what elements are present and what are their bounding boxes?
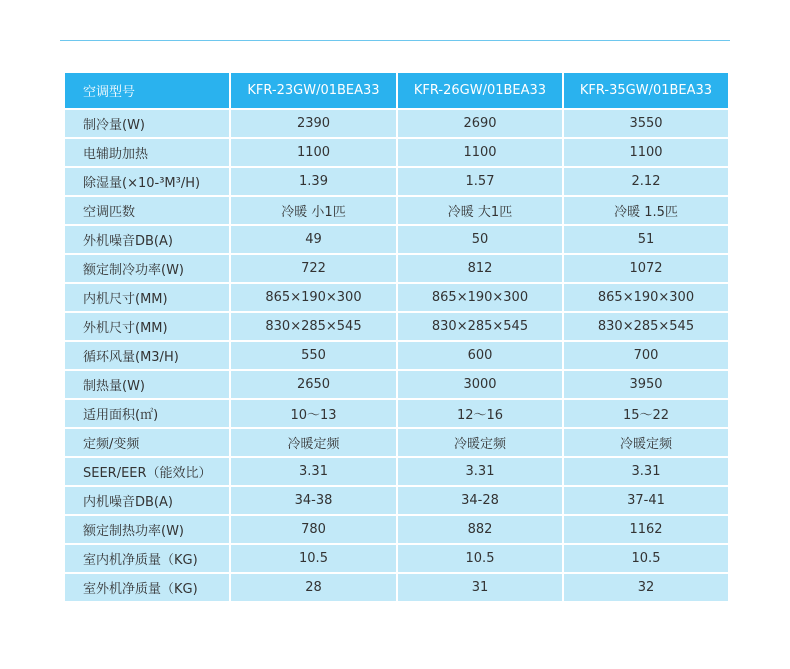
row-value: 882 — [397, 515, 563, 544]
table-row — [64, 109, 729, 138]
row-value: 1100 — [397, 138, 563, 167]
row-label: 除湿量(×10-³M³/H) — [64, 167, 230, 196]
row-value: 37-41 — [563, 486, 729, 515]
spec-table — [63, 71, 730, 603]
row-label: 适用面积(㎡) — [64, 399, 230, 428]
row-value: 600 — [397, 341, 563, 370]
row-value: 3.31 — [397, 457, 563, 486]
row-value: 28 — [230, 573, 397, 602]
row-value: 冷暖定频 — [563, 428, 729, 457]
header-cell-model-1: KFR-23GW/01BEA33 — [230, 72, 397, 109]
row-value: 1.57 — [397, 167, 563, 196]
row-value: 冷暖 1.5匹 — [563, 196, 729, 225]
row-value: 700 — [563, 341, 729, 370]
table-row — [64, 486, 729, 515]
row-value: 830×285×545 — [230, 312, 397, 341]
row-value: 812 — [397, 254, 563, 283]
row-label: 循环风量(M3/H) — [64, 341, 230, 370]
row-value: 865×190×300 — [230, 283, 397, 312]
row-value: 冷暖 大1匹 — [397, 196, 563, 225]
header-row — [64, 72, 729, 109]
table-row — [64, 138, 729, 167]
row-value: 3550 — [563, 109, 729, 138]
row-value: 冷暖 小1匹 — [230, 196, 397, 225]
row-value: 865×190×300 — [397, 283, 563, 312]
row-value: 3.31 — [230, 457, 397, 486]
row-label: 制热量(W) — [64, 370, 230, 399]
row-value: 3000 — [397, 370, 563, 399]
row-value: 10.5 — [563, 544, 729, 573]
row-value: 10～13 — [230, 399, 397, 428]
row-value: 34-28 — [397, 486, 563, 515]
row-value: 1072 — [563, 254, 729, 283]
table-row — [64, 370, 729, 399]
row-label: 内机尺寸(MM) — [64, 283, 230, 312]
table-row — [64, 515, 729, 544]
row-value: 34-38 — [230, 486, 397, 515]
row-value: 2650 — [230, 370, 397, 399]
table-row — [64, 573, 729, 602]
table-row — [64, 312, 729, 341]
row-label: 电辅助加热 — [64, 138, 230, 167]
row-value: 12～16 — [397, 399, 563, 428]
row-label: 外机噪音DB(A) — [64, 225, 230, 254]
row-value: 1100 — [230, 138, 397, 167]
row-value: 780 — [230, 515, 397, 544]
row-label: 定频/变频 — [64, 428, 230, 457]
row-label: 外机尺寸(MM) — [64, 312, 230, 341]
row-value: 722 — [230, 254, 397, 283]
header-cell-model: 空调型号 — [64, 72, 230, 109]
table-row — [64, 167, 729, 196]
row-value: 冷暖定频 — [397, 428, 563, 457]
table-row — [64, 457, 729, 486]
row-label: 制冷量(W) — [64, 109, 230, 138]
row-value: 830×285×545 — [397, 312, 563, 341]
row-value: 2690 — [397, 109, 563, 138]
row-value: 冷暖定频 — [230, 428, 397, 457]
row-value: 10.5 — [230, 544, 397, 573]
row-value: 50 — [397, 225, 563, 254]
row-value: 49 — [230, 225, 397, 254]
table-row — [64, 196, 729, 225]
table-row — [64, 254, 729, 283]
header-cell-model-3: KFR-35GW/01BEA33 — [563, 72, 729, 109]
table-row — [64, 225, 729, 254]
row-label: 室内机净质量（KG) — [64, 544, 230, 573]
top-divider-line — [60, 40, 730, 41]
row-label: 额定制热功率(W) — [64, 515, 230, 544]
row-label: 内机噪音DB(A) — [64, 486, 230, 515]
row-label: SEER/EER（能效比） — [64, 457, 230, 486]
table-row — [64, 428, 729, 457]
row-value: 1.39 — [230, 167, 397, 196]
row-value: 51 — [563, 225, 729, 254]
header-cell-model-2: KFR-26GW/01BEA33 — [397, 72, 563, 109]
row-label: 空调匹数 — [64, 196, 230, 225]
table-row — [64, 283, 729, 312]
table-row — [64, 544, 729, 573]
row-value: 10.5 — [397, 544, 563, 573]
row-value: 1100 — [563, 138, 729, 167]
row-value: 3950 — [563, 370, 729, 399]
row-value: 32 — [563, 573, 729, 602]
table-row — [64, 341, 729, 370]
row-value: 2.12 — [563, 167, 729, 196]
row-label: 额定制冷功率(W) — [64, 254, 230, 283]
table-row — [64, 399, 729, 428]
row-value: 1162 — [563, 515, 729, 544]
row-value: 865×190×300 — [563, 283, 729, 312]
row-value: 3.31 — [563, 457, 729, 486]
row-value: 550 — [230, 341, 397, 370]
row-value: 2390 — [230, 109, 397, 138]
row-value: 15～22 — [563, 399, 729, 428]
row-label: 室外机净质量（KG) — [64, 573, 230, 602]
row-value: 31 — [397, 573, 563, 602]
row-value: 830×285×545 — [563, 312, 729, 341]
